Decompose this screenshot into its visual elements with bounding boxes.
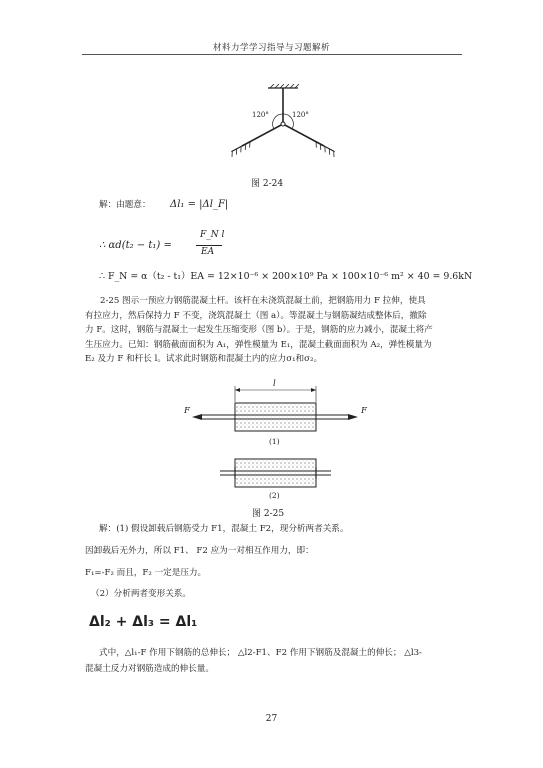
problem-2-25-text bbox=[85, 294, 460, 367]
figure-2-24-caption: 图 2-24 bbox=[251, 179, 284, 189]
solution-line-3: F₁=-F₂ 而且，F₂ 一定是压力。 bbox=[85, 568, 207, 578]
solution-line-6: 混凝土反力对钢筋造成的伸长量。 bbox=[85, 664, 214, 674]
solution-line-2: 因卸载后无外力，所以 F1、 F2 应为一对相互作用力，即： bbox=[85, 546, 314, 556]
problem-line: 有拉应力，然后保持力 F 不变，浇筑混凝土（图 a）。等混凝土与钢筋凝结成整体后，撤除 bbox=[85, 310, 427, 321]
angle-right-label: 120° bbox=[292, 111, 309, 119]
solution-line-4: （2）分析两者变形关系。 bbox=[91, 589, 191, 599]
fraction-bar bbox=[196, 245, 222, 246]
header-rule bbox=[82, 54, 462, 55]
problem-line: E₂ 及力 F 和杆长 l。试求此时钢筋和混凝土内的应力σ₁和σ₂。 bbox=[85, 354, 323, 365]
figure-2-24 bbox=[228, 84, 338, 164]
equation-2-lhs: ∴ αd(t₂ − t₁) = bbox=[99, 240, 172, 251]
force-right-label: F bbox=[361, 406, 367, 416]
equation-2-numerator: F_N l bbox=[200, 230, 225, 240]
problem-line: 力 F。这时，钢筋与混凝土一起发生压缩变形（图 b）。于是，钢筋的应力减小，混凝土将产 bbox=[85, 325, 433, 336]
page-number: 27 bbox=[265, 714, 278, 724]
solution-line-5: 式中，△l₁-F 作用下钢筋的总伸长； △l2-F1、F2 作用下钢筋及混凝土的伸长； △l3- bbox=[99, 648, 422, 658]
angle-left-label: 120° bbox=[252, 111, 269, 119]
force-left-label: F bbox=[184, 406, 190, 416]
equation-3: ∴ F_N = α（t₂ - t₁）EA = 12×10⁻⁶ × 200×10⁹ Pa × 100×10⁻⁶ m² × 40 = 9.6kN bbox=[99, 271, 473, 282]
page-header: 材料力学学习指导与习题解析 bbox=[212, 43, 330, 53]
figure-2-25-caption: 图 2-25 bbox=[252, 509, 285, 519]
dimension-label: l bbox=[273, 379, 276, 389]
subfigure-1-label: (1) bbox=[269, 437, 280, 446]
solution-line-1: 解：(1) 假设卸载后钢筋受力 F1，混凝土 F2，现分析两者关系。 bbox=[99, 524, 349, 534]
subfigure-2-label: (2) bbox=[269, 491, 280, 500]
solution-intro: 解：由题意： bbox=[99, 200, 151, 210]
problem-line: 2-25 图示一预应力钢筋混凝土杆。该杆在未浇筑混凝土前，把钢筋用力 F 拉伸，使具 bbox=[100, 296, 426, 306]
equation-2-denominator: EA bbox=[201, 247, 215, 257]
equation-1: Δl₁ = |Δl_F| bbox=[170, 199, 229, 210]
deformation-equation: Δl₂ + Δl₃ = Δl₁ bbox=[89, 614, 198, 630]
problem-line: 生压应力。已知：钢筋截面面积为 A₁，弹性模量为 E₁，混凝土截面面积为 A₂，弹性模量为 bbox=[85, 339, 432, 350]
